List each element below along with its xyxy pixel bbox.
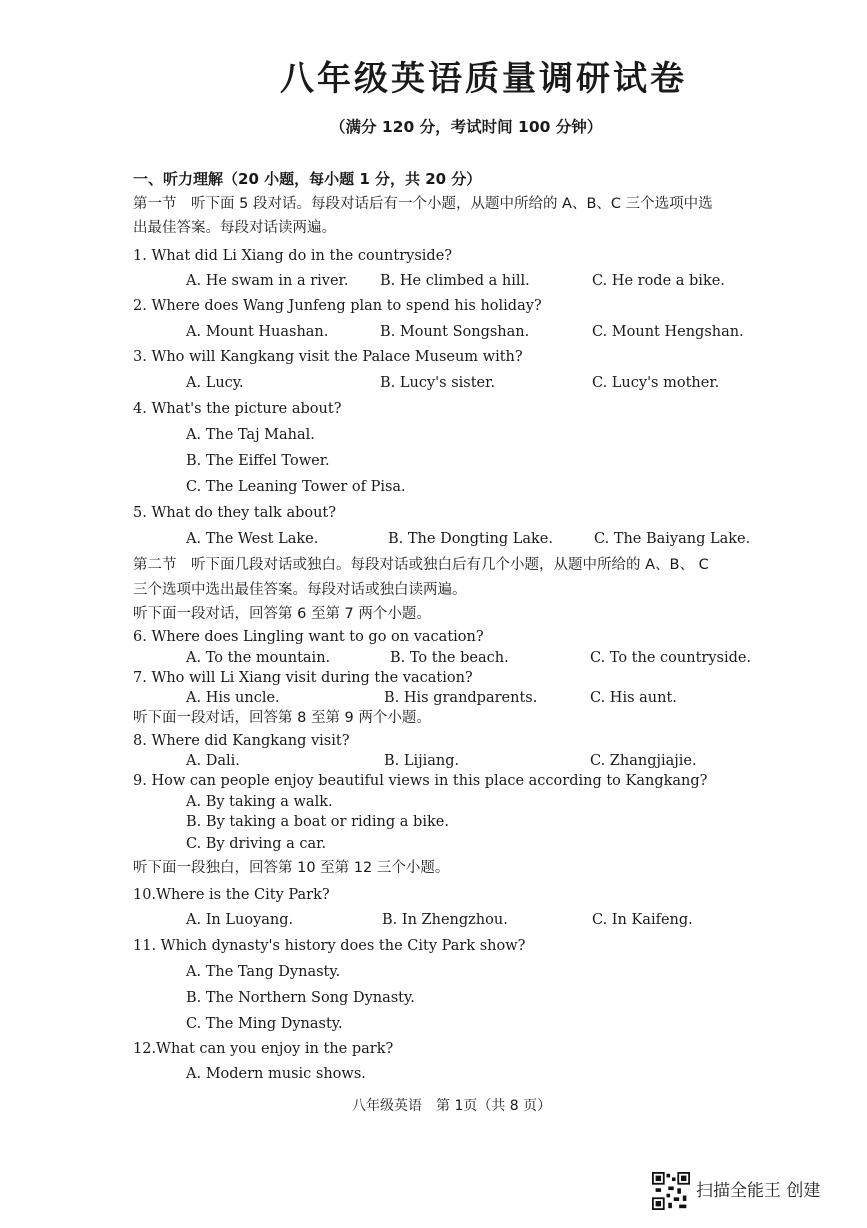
question-7-option-c: C. His aunt.	[590, 690, 677, 706]
section1-intro-line1: 第一节 听下面 5 段对话。每段对话后有一个小题，从题中所给的 A、B、C 三个选项中选	[133, 196, 713, 212]
question-6-option-a: A. To the mountain.	[186, 650, 331, 666]
question-1-option-a: A. He swam in a river.	[186, 273, 349, 289]
question-2-option-b: B. Mount Songshan.	[380, 324, 530, 340]
page-footer: 八年级英语 第 1页（共 8 页）	[352, 1098, 552, 1114]
question-3-option-b: B. Lucy's sister.	[380, 375, 496, 391]
question-7-stem: 7. Who will Li Xiang visit during the vacation?	[133, 670, 473, 686]
instruction-q8-q9: 听下面一段对话，回答第 8 至第 9 两个小题。	[133, 710, 431, 726]
section2-intro-line2: 三个选项中选出最佳答案。每段对话或独白读两遍。	[133, 582, 467, 598]
question-11-stem: 11. Which dynasty's history does the City Park show?	[133, 938, 526, 954]
part1-heading: 一、听力理解（20 小题，每小题 1 分，共 20 分）	[133, 170, 482, 188]
instruction-q6-q7: 听下面一段对话，回答第 6 至第 7 两个小题。	[133, 606, 431, 622]
question-4-stem: 4. What's the picture about?	[133, 401, 342, 417]
question-10-option-b: B. In Zhengzhou.	[382, 912, 508, 928]
exam-subtitle: （满分 120 分，考试时间 100 分钟）	[330, 118, 603, 136]
question-10-option-a: A. In Luoyang.	[186, 912, 294, 928]
question-4-option-c: C. The Leaning Tower of Pisa.	[186, 479, 406, 495]
question-5-option-b: B. The Dongting Lake.	[388, 531, 553, 547]
question-9-option-b: B. By taking a boat or riding a bike.	[186, 814, 449, 830]
question-6-stem: 6. Where does Lingling want to go on vacation?	[133, 629, 484, 645]
question-9-stem: 9. How can people enjoy beautiful views in this place according to Kangkang?	[133, 773, 708, 789]
scanner-watermark: 扫描全能王 创建	[696, 1181, 821, 1201]
question-7-option-b: B. His grandparents.	[384, 690, 538, 706]
question-3-stem: 3. Who will Kangkang visit the Palace Museum with?	[133, 349, 523, 365]
question-3-option-a: A. Lucy.	[186, 375, 244, 391]
question-8-option-c: C. Zhangjiajie.	[590, 753, 697, 769]
question-5-option-a: A. The West Lake.	[186, 531, 319, 547]
question-5-stem: 5. What do they talk about?	[133, 505, 337, 521]
question-6-option-b: B. To the beach.	[390, 650, 509, 666]
question-5-option-c: C. The Baiyang Lake.	[594, 531, 751, 547]
question-1-option-c: C. He rode a bike.	[592, 273, 725, 289]
question-4-option-b: B. The Eiffel Tower.	[186, 453, 330, 469]
question-2-stem: 2. Where does Wang Junfeng plan to spend his holiday?	[133, 298, 542, 314]
question-11-option-b: B. The Northern Song Dynasty.	[186, 990, 415, 1006]
question-4-option-a: A. The Taj Mahal.	[186, 427, 315, 443]
exam-title: 八年级英语质量调研试卷	[280, 59, 687, 99]
section1-intro-line2: 出最佳答案。每段对话读两遍。	[133, 220, 336, 236]
question-3-option-c: C. Lucy's mother.	[592, 375, 720, 391]
question-10-stem: 10.Where is the City Park?	[133, 887, 330, 903]
question-6-option-c: C. To the countryside.	[590, 650, 752, 666]
question-9-option-a: A. By taking a walk.	[186, 794, 333, 810]
question-8-option-a: A. Dali.	[186, 753, 240, 769]
question-2-option-a: A. Mount Huashan.	[186, 324, 329, 340]
question-10-option-c: C. In Kaifeng.	[592, 912, 693, 928]
question-1-stem: 1. What did Li Xiang do in the countryside?	[133, 248, 453, 264]
question-11-option-c: C. The Ming Dynasty.	[186, 1016, 343, 1032]
question-7-option-a: A. His uncle.	[186, 690, 280, 706]
question-9-option-c: C. By driving a car.	[186, 836, 327, 852]
question-12-stem: 12.What can you enjoy in the park?	[133, 1041, 394, 1057]
question-2-option-c: C. Mount Hengshan.	[592, 324, 744, 340]
question-8-option-b: B. Lijiang.	[384, 753, 460, 769]
qr-code-icon	[652, 1172, 690, 1210]
question-1-option-b: B. He climbed a hill.	[380, 273, 530, 289]
instruction-q10-q12: 听下面一段独白，回答第 10 至第 12 三个小题。	[133, 860, 450, 876]
question-12-option-a: A. Modern music shows.	[186, 1066, 366, 1082]
question-11-option-a: A. The Tang Dynasty.	[186, 964, 341, 980]
question-8-stem: 8. Where did Kangkang visit?	[133, 733, 350, 749]
section2-intro-line1: 第二节 听下面几段对话或独白。每段对话或独白后有几个小题，从题中所给的 A、B、 C	[133, 557, 709, 573]
